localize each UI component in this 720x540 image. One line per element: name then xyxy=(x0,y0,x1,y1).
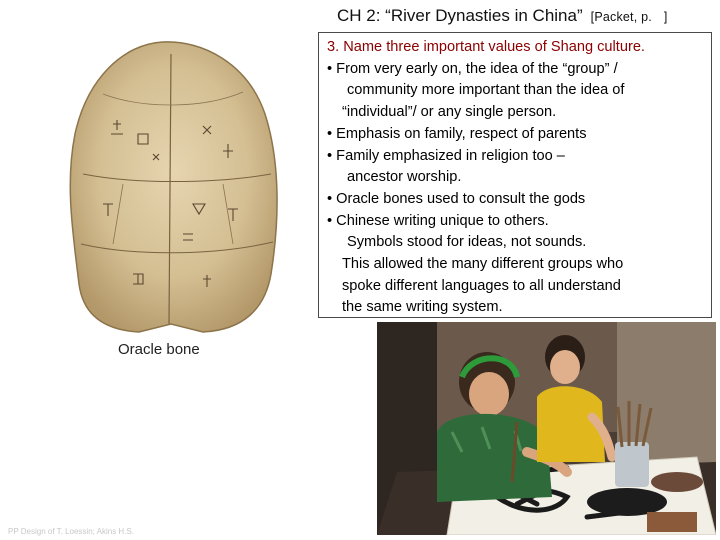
bullet-group: • From very early on, the idea of the “group” / xyxy=(327,60,618,77)
slide-title xyxy=(337,6,667,26)
bullet-religion: • Family emphasized in religion too – xyxy=(327,147,565,164)
bullet-religion-cont: ancestor worship. xyxy=(347,169,462,186)
title-text: CH 2: “River Dynasties in China” xyxy=(337,6,583,25)
bullet-writing-cont-3: spoke different languages to all understand xyxy=(342,277,621,294)
bullet-oracle-bones: • Oracle bones used to consult the gods xyxy=(327,190,586,207)
oracle-bone-image xyxy=(43,34,297,337)
calligraphy-photo xyxy=(377,322,716,535)
bullet-group-cont-1: community more important than the idea of xyxy=(347,82,625,99)
bullet-family: • Emphasis on family, respect of parents xyxy=(327,125,587,142)
bullet-writing-cont-2: This allowed the many different groups who xyxy=(342,256,624,273)
packet-reference: [Packet, p. xyxy=(590,10,652,24)
packet-reference-end: ] xyxy=(663,10,668,24)
bullet-group-cont-2: “individual”/ or any single person. xyxy=(342,104,557,121)
answer-textbox xyxy=(318,32,712,318)
bullet-writing-cont-4: the same writing system. xyxy=(342,299,503,316)
oracle-bone-caption: Oracle bone xyxy=(118,341,200,358)
question-line: 3. Name three important values of Shang culture. xyxy=(327,39,645,55)
bullet-writing: • Chinese writing unique to others. xyxy=(327,212,549,229)
bullet-writing-cont-1: Symbols stood for ideas, not sounds. xyxy=(347,234,587,251)
footer-credit: PP Design of T. Loessin; Akins H.S. xyxy=(8,527,134,536)
